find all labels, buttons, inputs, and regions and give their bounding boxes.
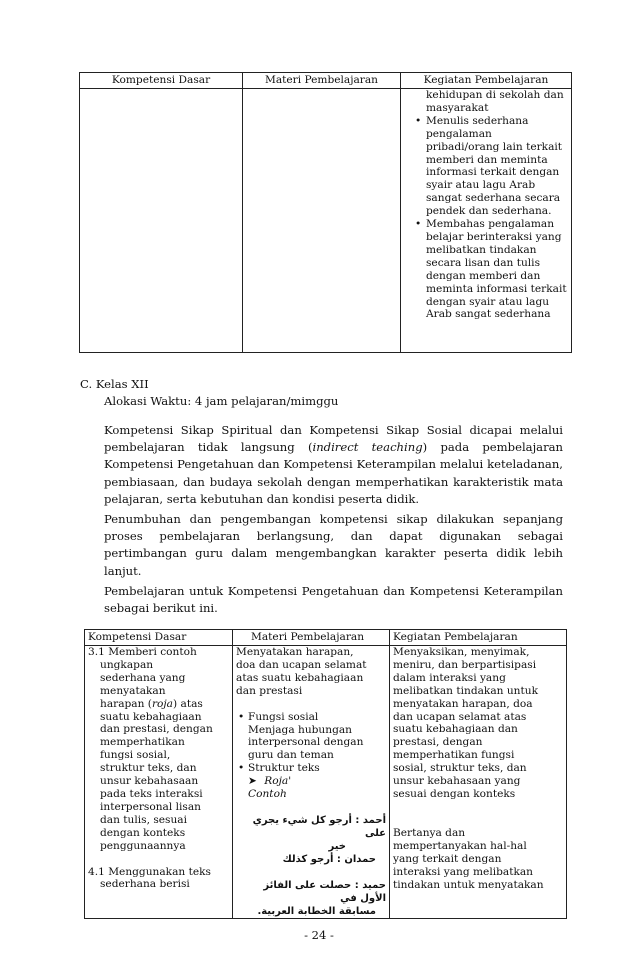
arabic-example-line: حمدان : أرجو كذلك: [282, 853, 376, 865]
paragraph-text: Pembelajaran untuk Kompetensi Pengetahuan dan Kompetensi Keterampilan sebagai berikut ini.: [104, 584, 563, 616]
spacer: [236, 866, 386, 879]
bullet-dot-icon: •: [238, 710, 245, 723]
list-line: meminta informasi terkait: [426, 282, 567, 295]
kegiatan-line: meniru, dan berpartisipasi: [393, 658, 537, 671]
kd-line: unsur kebahasaan: [100, 775, 199, 788]
spacer: [236, 698, 386, 711]
kegiatan-cell: [390, 646, 567, 919]
paragraph-text: ) pada pembelajaran Kompetensi Pengetahuan dan Kompetensi Keterampilan melalui keteladanan, pembiasaan, dan budaya sekolah dengan memperhatikan karakteristik mata pelajaran, serta kebutuhan dan kondisi peserta didik.: [104, 440, 563, 506]
materi-cell-empty: [243, 89, 401, 353]
kegiatan-line: melibatkan tindakan untuk: [393, 684, 539, 697]
kd-4-1-title: 4.1 Menggunakan teks: [88, 865, 211, 878]
materi-line: guru dan teman: [248, 749, 334, 762]
kegiatan-line: prestasi, dengan: [393, 736, 483, 749]
list-item: [415, 115, 568, 218]
materi-bullet-title: Struktur teks: [248, 762, 320, 775]
materi-cell: [233, 646, 390, 919]
paragraph-penumbuhan: [104, 511, 563, 580]
list-line: melibatkan tindakan: [426, 243, 537, 256]
time-allocation: Alokasi Waktu: 4 jam pelajaran/mimggu: [104, 394, 339, 408]
kd-line: [88, 698, 229, 711]
materi-line: Menjaga hubungan: [248, 723, 352, 736]
list-line: dengan syair atau lagu: [426, 295, 550, 308]
kegiatan-line: tindakan untuk menyatakan: [393, 878, 544, 891]
roja-term: roja: [151, 697, 173, 710]
kegiatan-line: dan ucapan selamat atas: [393, 710, 527, 723]
continued-line: masyarakat: [426, 101, 489, 114]
kd-line: sederhana berisi: [100, 878, 190, 891]
materi-sub-line: [248, 788, 386, 801]
table-row: [80, 89, 572, 353]
list-line: belajar berinteraksi yang: [426, 230, 562, 243]
materi-line: doa dan ucapan selamat: [236, 658, 367, 671]
arabic-example-line: خير: [328, 840, 346, 852]
list-line: sangat sederhana secara: [426, 192, 561, 205]
kegiatan-line: Bertanya dan: [393, 826, 466, 839]
learning-table-kelas-xii: [84, 629, 567, 919]
arabic-example-line: أحمد : أرجو كل شيء يجري على: [252, 814, 386, 839]
materi-line: atas suatu kebahagiaan: [236, 671, 364, 684]
kegiatan-line: dalam interaksi yang: [393, 671, 506, 684]
continued-line: kehidupan di sekolah dan: [426, 89, 564, 101]
bullet-dot-icon: •: [415, 114, 422, 127]
paragraph-text: Penumbuhan dan pengembangan kompetensi sikap dilakukan sepanjang proses pembelajaran berlangsung, dan dapat digunakan sebagai pertimbangan guru dalam mengembangkan karakter peserta didik lebih lanjut.: [104, 512, 563, 578]
kd-line: pada teks interaksi: [100, 787, 203, 800]
list-line: informasi terkait dengan: [426, 166, 560, 179]
list-line: pendek dan sederhana.: [426, 205, 552, 218]
kegiatan-cell: [401, 89, 572, 353]
kd-line: ungkapan: [100, 658, 154, 671]
bullet-dot-icon: •: [238, 762, 245, 775]
list-line: Membahas pengalaman: [426, 218, 555, 231]
roja-label: Roja': [264, 775, 292, 788]
kegiatan-line: sesuai dengan konteks: [393, 787, 516, 800]
kd-line: dengan konteks: [100, 826, 186, 839]
materi-line: Menyatakan harapan,: [236, 646, 354, 658]
kegiatan-line: Menyaksikan, menyimak,: [393, 646, 530, 658]
kd-line: interpersonal lisan: [100, 800, 201, 813]
paragraph-pembelajaran: [104, 583, 563, 617]
header-kegiatan-pembelajaran: Kegiatan Pembelajaran: [401, 73, 572, 89]
kegiatan-line: sosial, struktur teks, dan: [393, 762, 527, 775]
spacer: [393, 801, 563, 814]
materi-bullet-title: Fungsi sosial: [248, 710, 319, 723]
paragraph-sikap: [104, 422, 563, 508]
kd-line: menyatakan: [100, 684, 166, 697]
arabic-example-line: حميد : حصلت على الفائز الأول في: [263, 879, 386, 904]
header-materi-pembelajaran: Materi Pembelajaran: [243, 73, 401, 89]
table-header-row: [80, 73, 572, 89]
list-line: dengan memberi dan: [426, 269, 541, 282]
table-row: [85, 646, 567, 919]
kd-line: struktur teks, dan: [100, 762, 197, 775]
table-header-row: [85, 630, 567, 646]
kd-line: dan prestasi, dengan: [100, 723, 213, 736]
kd-text: ) atas: [173, 697, 203, 710]
kd-cell-empty: [80, 89, 243, 353]
spacer: [88, 853, 229, 866]
activity-list: [415, 115, 568, 322]
kegiatan-line: interaksi yang melibatkan: [393, 865, 534, 878]
kd-line: fungsi sosial,: [100, 749, 171, 762]
kegiatan-line: yang terkait dengan: [393, 852, 502, 865]
kegiatan-line: memperhatikan fungsi: [393, 749, 515, 762]
kd-cell: [85, 646, 233, 919]
materi-line: dan prestasi: [236, 684, 303, 697]
arrowhead-icon: ➤: [248, 775, 257, 788]
bullet-dot-icon: •: [415, 218, 422, 231]
kegiatan-line: menyatakan harapan, doa: [393, 697, 533, 710]
list-line: pribadi/orang lain terkait: [426, 140, 563, 153]
page-number: - 24 -: [304, 928, 334, 942]
list-item: [236, 711, 386, 763]
list-line: secara lisan dan tulis: [426, 256, 541, 269]
list-line: syair atau lagu Arab: [426, 179, 536, 192]
list-line: Arab sangat sederhana: [426, 308, 551, 321]
section-heading: C. Kelas XII: [80, 377, 149, 391]
kd-text: harapan (: [100, 697, 152, 710]
kd-line: dan tulis, sesuai: [100, 813, 187, 826]
arabic-example-line: مسابقة الخطابة العربية.: [257, 905, 376, 917]
kegiatan-line: mempertanyakan hal-hal: [393, 839, 527, 852]
list-item: [415, 218, 568, 321]
header-materi-pembelajaran: Materi Pembelajaran: [233, 630, 390, 646]
kegiatan-line: unsur kebahasaan yang: [393, 775, 521, 788]
kd-line: sederhana yang: [100, 671, 186, 684]
header-kompetensi-dasar: Kompetensi Dasar: [85, 630, 233, 646]
kd-3-1-title: 3.1 Memberi contoh: [88, 646, 197, 658]
paragraph-italic: indirect teaching: [312, 440, 423, 455]
materi-line: interpersonal dengan: [248, 736, 364, 749]
spacer: [236, 801, 386, 814]
header-kegiatan-pembelajaran: Kegiatan Pembelajaran: [390, 630, 567, 646]
list-line: pengalaman: [426, 127, 492, 140]
list-line: memberi dan meminta: [426, 153, 548, 166]
header-kompetensi-dasar: Kompetensi Dasar: [80, 73, 243, 89]
learning-table-continued: [79, 72, 572, 353]
kd-line: suatu kebahagiaan: [100, 710, 202, 723]
spacer: [393, 814, 563, 827]
list-item: [236, 762, 386, 801]
materi-sub-line: [248, 775, 386, 788]
kegiatan-line: suatu kebahagiaan dan: [393, 723, 518, 736]
list-line: Menulis sederhana: [426, 114, 529, 127]
kd-line: memperhatikan: [100, 736, 185, 749]
contoh-label: Contoh: [248, 788, 287, 801]
kd-line: penggunaannya: [100, 839, 186, 852]
paragraph-text: Kompetensi Sikap Spiritual dan Kompetensi Sikap Sosial dicapai melalui pembelajaran tidak langsung (: [104, 423, 563, 455]
